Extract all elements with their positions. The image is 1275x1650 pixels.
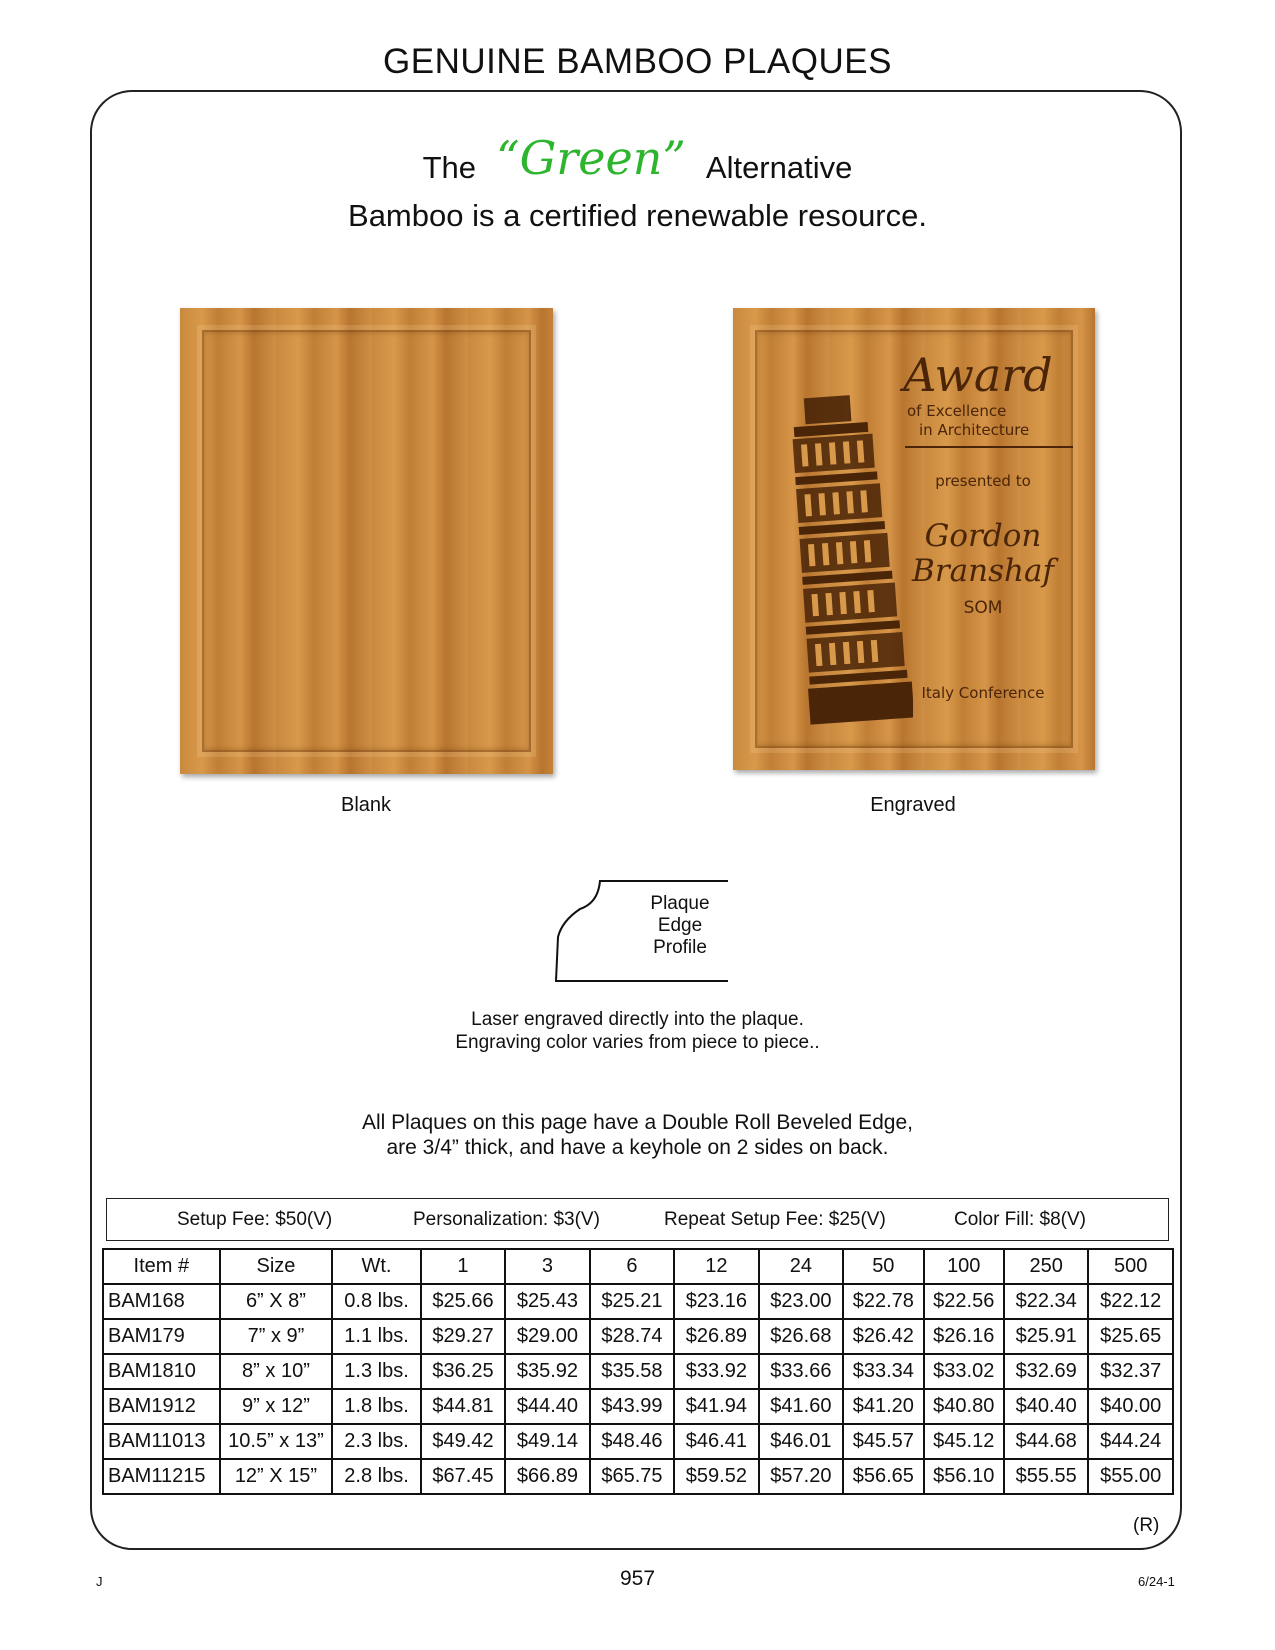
table-cell: $33.92 — [674, 1354, 758, 1389]
edge-note-line2: are 3/4” thick, and have a keyhole on 2 sides on back. — [386, 1136, 889, 1160]
table-cell: 0.8 lbs. — [332, 1284, 420, 1319]
table-cell: $49.14 — [505, 1424, 589, 1459]
table-cell: $43.99 — [590, 1389, 674, 1424]
table-cell: $57.20 — [759, 1459, 843, 1494]
header-qty-100: 100 — [924, 1249, 1004, 1284]
engraved-caption: Engraved — [870, 794, 956, 816]
personalization-fee: Personalization: $3(V) — [413, 1209, 600, 1230]
table-cell: $35.92 — [505, 1354, 589, 1389]
header-qty-12: 12 — [674, 1249, 758, 1284]
headline-the: The — [422, 150, 477, 185]
table-row — [103, 1459, 1173, 1494]
table-row — [103, 1424, 1173, 1459]
header-item: Item # — [103, 1249, 220, 1284]
headline-alternative: Alternative — [705, 150, 853, 185]
profile-line1: Plaque — [650, 893, 710, 914]
table-cell: $59.52 — [674, 1459, 758, 1494]
table-row — [103, 1389, 1173, 1424]
footer-left-code: J — [96, 1574, 103, 1589]
table-cell: BAM1810 — [103, 1354, 220, 1389]
table-cell: 12” X 15” — [220, 1459, 333, 1494]
table-cell: 2.8 lbs. — [332, 1459, 420, 1494]
engraving-line1: of Excellence — [907, 402, 1007, 420]
table-cell: $32.69 — [1004, 1354, 1088, 1389]
table-cell: 1.8 lbs. — [332, 1389, 420, 1424]
registered-mark: (R) — [1133, 1515, 1160, 1536]
laser-note-line1: Laser engraved directly into the plaque. — [471, 1009, 804, 1030]
table-cell: $45.12 — [924, 1424, 1004, 1459]
table-cell: BAM179 — [103, 1319, 220, 1354]
engraving-line2: in Architecture — [919, 421, 1030, 439]
table-cell: $22.56 — [924, 1284, 1004, 1319]
table-cell: $29.00 — [505, 1319, 589, 1354]
header-qty-1: 1 — [421, 1249, 505, 1284]
blank-caption: Blank — [340, 794, 392, 816]
sub-headline: Bamboo is a certified renewable resource. — [348, 198, 927, 233]
table-cell: $40.40 — [1004, 1389, 1088, 1424]
header-weight: Wt. — [332, 1249, 420, 1284]
table-cell: $33.34 — [843, 1354, 923, 1389]
laser-note-line2: Engraving color varies from piece to piece.. — [455, 1031, 820, 1053]
table-cell: $56.65 — [843, 1459, 923, 1494]
table-cell: 8” x 10” — [220, 1354, 333, 1389]
table-cell: $22.12 — [1088, 1284, 1173, 1319]
table-cell: 1.3 lbs. — [332, 1354, 420, 1389]
table-cell: $67.45 — [421, 1459, 505, 1494]
engraving-name-last: Branshaf — [912, 553, 1054, 589]
table-cell: $36.25 — [421, 1354, 505, 1389]
table-cell: 7” x 9” — [220, 1319, 333, 1354]
table-header-row — [103, 1249, 1173, 1284]
engraved-plaque-image — [733, 308, 1095, 770]
table-row — [103, 1354, 1173, 1389]
table-cell: $28.74 — [590, 1319, 674, 1354]
table-cell: $41.60 — [759, 1389, 843, 1424]
page-title: GENUINE BAMBOO PLAQUES — [383, 42, 892, 81]
table-cell: $55.55 — [1004, 1459, 1088, 1494]
headline — [0, 131, 1275, 190]
profile-line3: Profile — [653, 936, 707, 958]
table-row — [103, 1284, 1173, 1319]
table-cell: $44.24 — [1088, 1424, 1173, 1459]
blank-plaque-bevel — [202, 330, 531, 752]
color-fill-fee: Color Fill: $8(V) — [954, 1209, 1086, 1230]
edge-profile-label — [630, 893, 730, 959]
table-cell: $25.43 — [505, 1284, 589, 1319]
table-cell: $44.40 — [505, 1389, 589, 1424]
table-cell: $46.01 — [759, 1424, 843, 1459]
table-cell: $25.66 — [421, 1284, 505, 1319]
table-cell: BAM1912 — [103, 1389, 220, 1424]
table-cell: 9” x 12” — [220, 1389, 333, 1424]
price-table — [102, 1248, 1174, 1495]
footer-date-code: 6/24-1 — [1138, 1574, 1175, 1589]
table-cell: $25.21 — [590, 1284, 674, 1319]
blank-plaque-image — [180, 308, 553, 774]
engraving-name-first: Gordon — [924, 518, 1042, 554]
fee-box — [106, 1198, 1169, 1241]
edge-note — [0, 1110, 1275, 1160]
table-cell: $46.41 — [674, 1424, 758, 1459]
table-cell: $29.27 — [421, 1319, 505, 1354]
table-cell: $25.91 — [1004, 1319, 1088, 1354]
table-cell: $23.16 — [674, 1284, 758, 1319]
table-cell: $40.80 — [924, 1389, 1004, 1424]
page-number: 957 — [619, 1567, 656, 1590]
table-cell: $26.42 — [843, 1319, 923, 1354]
engraving-rule — [905, 446, 1073, 448]
header-qty-24: 24 — [759, 1249, 843, 1284]
engraving-event: Italy Conference — [921, 684, 1045, 702]
table-cell: $49.42 — [421, 1424, 505, 1459]
engraving-firm: SOM — [963, 598, 1003, 618]
table-cell: $41.20 — [843, 1389, 923, 1424]
header-qty-50: 50 — [843, 1249, 923, 1284]
table-cell: 1.1 lbs. — [332, 1319, 420, 1354]
table-cell: 6” X 8” — [220, 1284, 333, 1319]
header-size: Size — [220, 1249, 333, 1284]
table-cell: $22.34 — [1004, 1284, 1088, 1319]
table-cell: $44.68 — [1004, 1424, 1088, 1459]
laser-note — [0, 1009, 1275, 1055]
headline-green-word: “Green” — [496, 131, 686, 185]
edge-note-line1: All Plaques on this page have a Double Roll Beveled Edge, — [361, 1111, 914, 1134]
table-cell: $35.58 — [590, 1354, 674, 1389]
header-qty-6: 6 — [590, 1249, 674, 1284]
table-cell: $33.02 — [924, 1354, 1004, 1389]
table-cell: $26.89 — [674, 1319, 758, 1354]
engraving-award: Award — [903, 348, 1053, 402]
table-cell: $55.00 — [1088, 1459, 1173, 1494]
table-cell: $25.65 — [1088, 1319, 1173, 1354]
table-cell: $26.68 — [759, 1319, 843, 1354]
table-cell: 10.5” x 13” — [220, 1424, 333, 1459]
table-cell: $32.37 — [1088, 1354, 1173, 1389]
table-cell: $65.75 — [590, 1459, 674, 1494]
table-cell: $26.16 — [924, 1319, 1004, 1354]
table-cell: $41.94 — [674, 1389, 758, 1424]
engraving-presented: presented to — [935, 472, 1031, 490]
table-cell: $48.46 — [590, 1424, 674, 1459]
table-cell: $33.66 — [759, 1354, 843, 1389]
header-qty-250: 250 — [1004, 1249, 1088, 1284]
table-cell: $56.10 — [924, 1459, 1004, 1494]
table-cell: $66.89 — [505, 1459, 589, 1494]
table-cell: BAM11215 — [103, 1459, 220, 1494]
table-cell: $40.00 — [1088, 1389, 1173, 1424]
table-cell: $44.81 — [421, 1389, 505, 1424]
table-cell: $23.00 — [759, 1284, 843, 1319]
table-row — [103, 1319, 1173, 1354]
setup-fee: Setup Fee: $50(V) — [177, 1209, 333, 1230]
table-cell: BAM11013 — [103, 1424, 220, 1459]
table-cell: BAM168 — [103, 1284, 220, 1319]
repeat-setup-fee: Repeat Setup Fee: $25(V) — [664, 1209, 886, 1230]
profile-line2: Edge — [657, 914, 703, 936]
header-qty-3: 3 — [505, 1249, 589, 1284]
table-cell: $45.57 — [843, 1424, 923, 1459]
header-qty-500: 500 — [1088, 1249, 1173, 1284]
table-cell: 2.3 lbs. — [332, 1424, 420, 1459]
table-cell: $22.78 — [843, 1284, 923, 1319]
